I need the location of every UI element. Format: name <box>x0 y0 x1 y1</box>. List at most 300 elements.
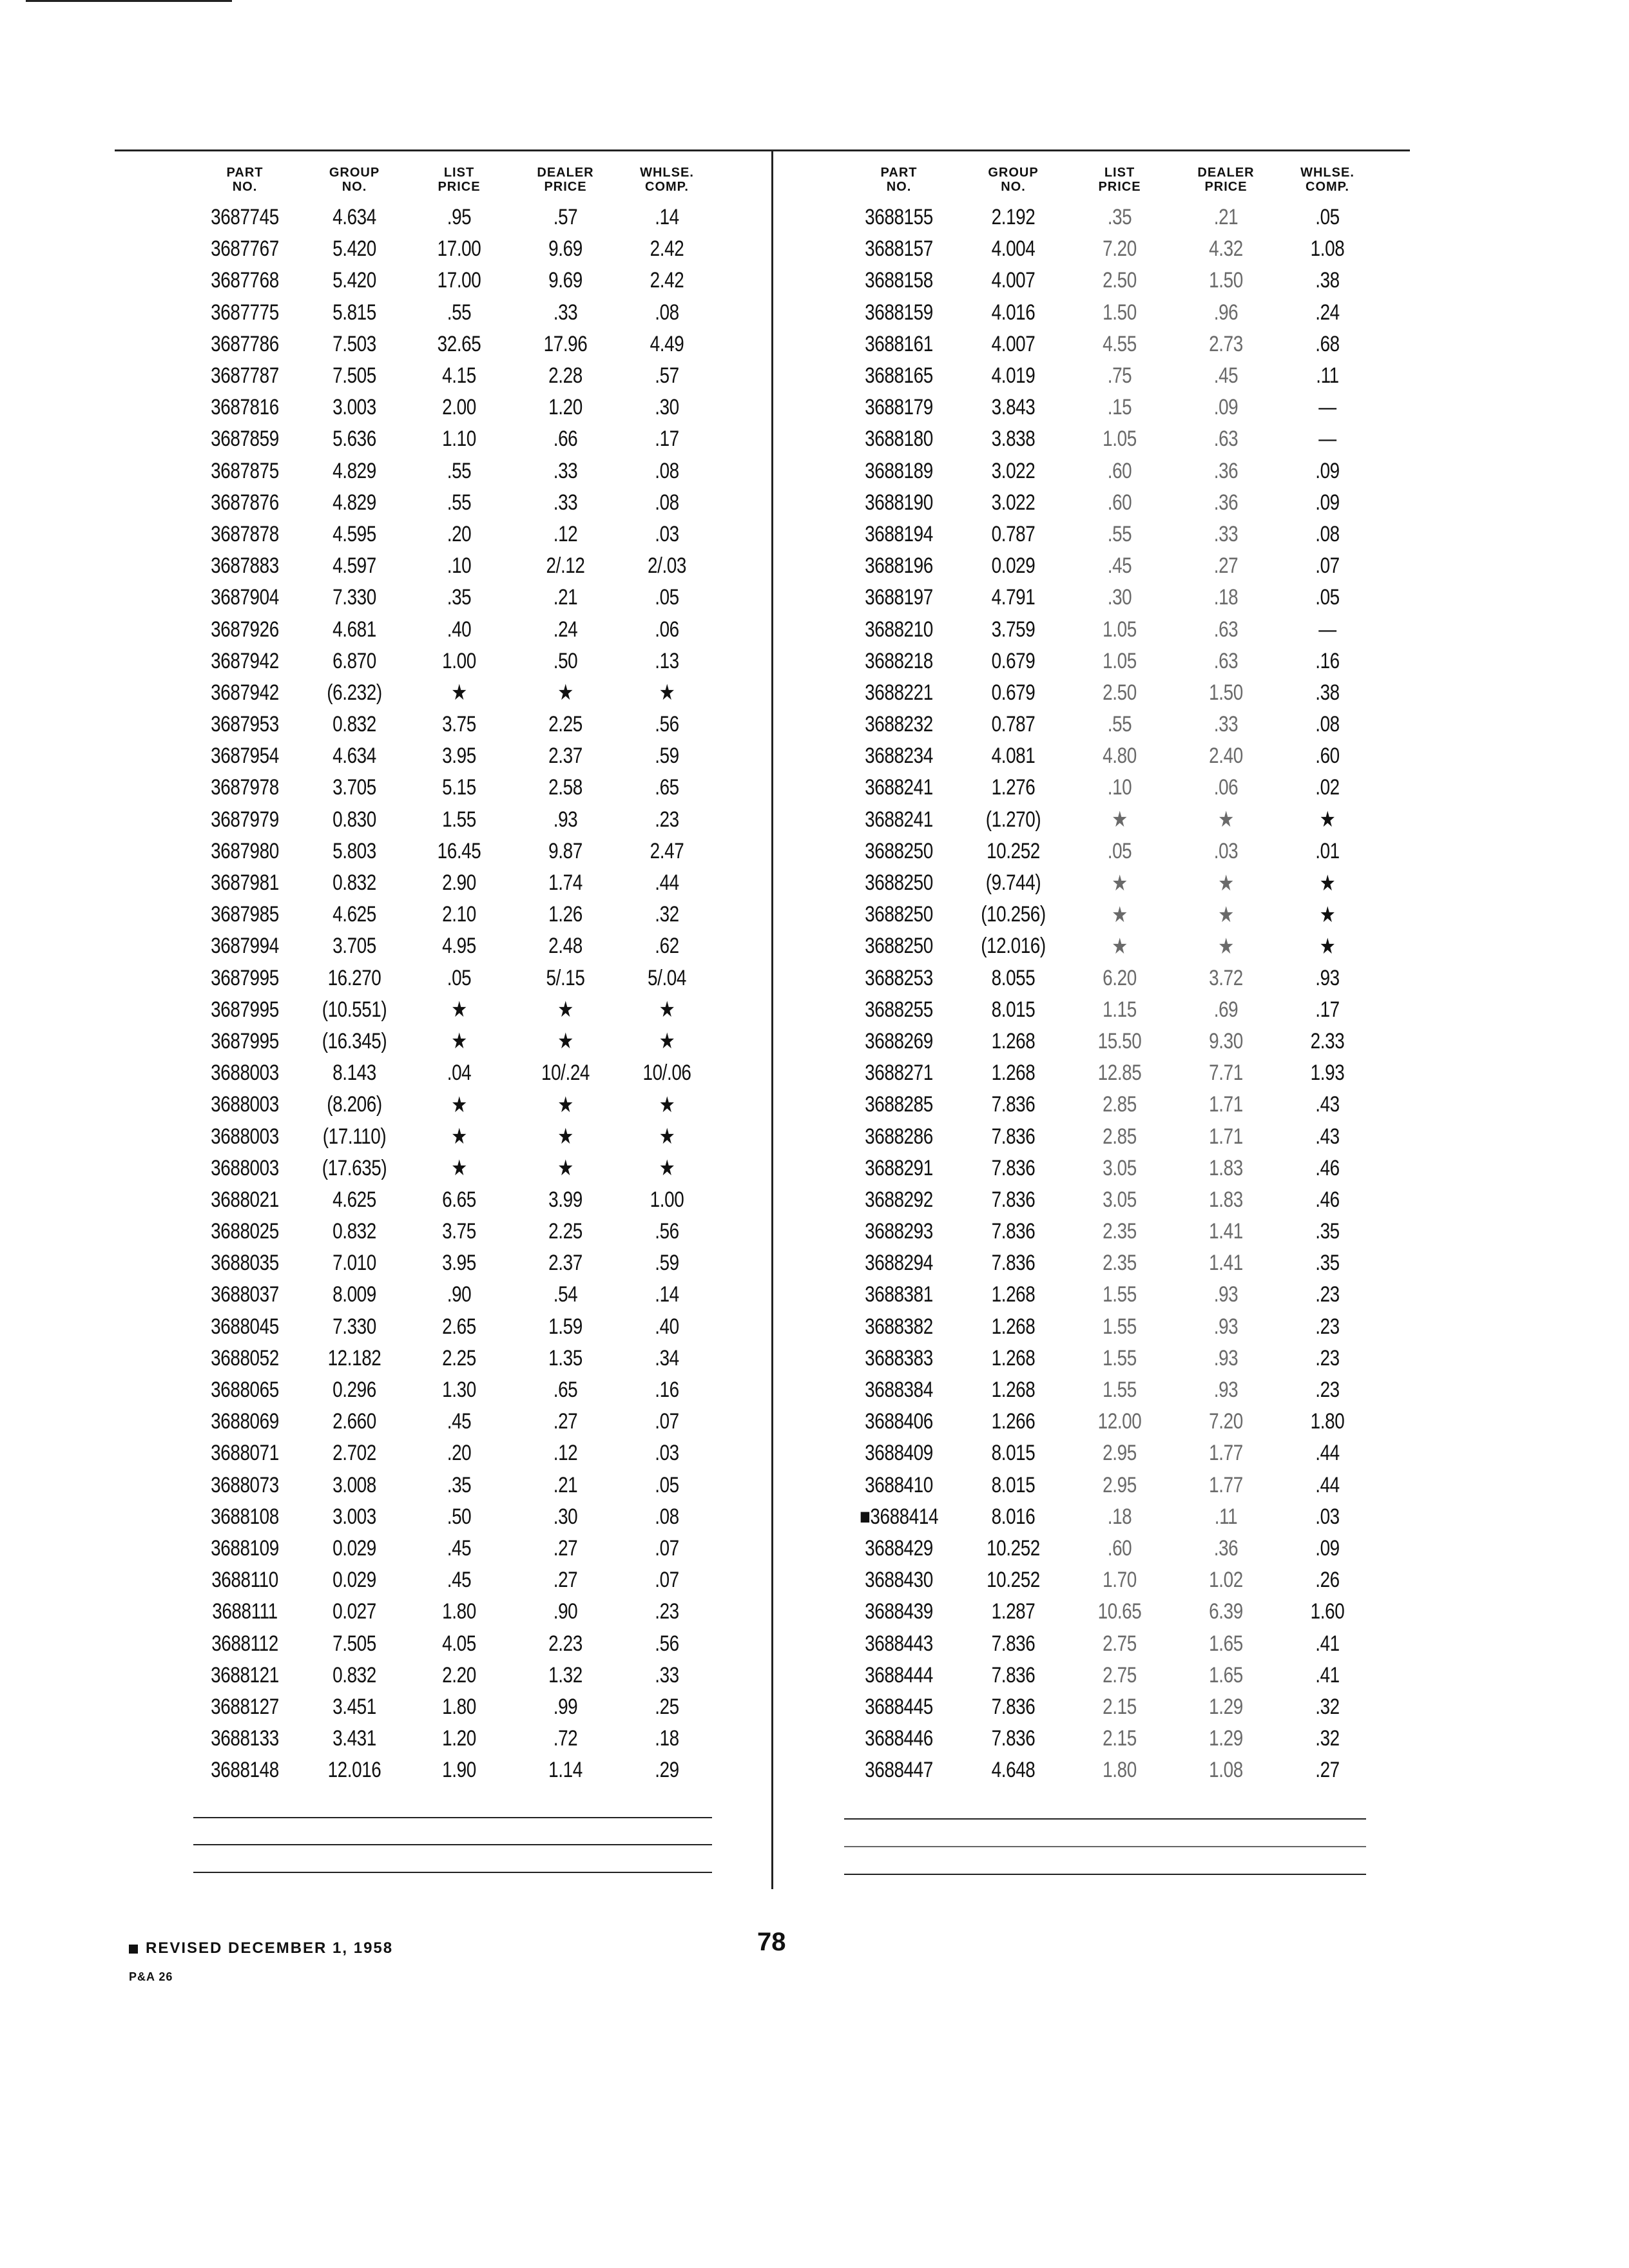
dealer-price-cell: 2.25 <box>548 712 583 737</box>
dealer-price-cell: 5/.15 <box>546 965 585 990</box>
dealer-price-header: DEALER PRICE <box>537 166 594 194</box>
whlse-comp-cell: .56 <box>655 712 679 737</box>
dealer-price-cell: 1.26 <box>548 902 583 927</box>
list-price-cell: 12.85 <box>1097 1061 1142 1086</box>
table-row <box>838 265 1379 296</box>
list-price-cell: 3.75 <box>442 712 476 737</box>
table-row <box>187 1723 715 1754</box>
whlse-comp-cell: 1.60 <box>1310 1599 1345 1624</box>
group-no-cell: (6.232) <box>327 680 382 705</box>
part-no-cell: 3688253 <box>865 965 933 990</box>
dealer-price-cell: .93 <box>553 807 578 832</box>
dealer-price-cell: .72 <box>553 1726 578 1751</box>
list-price-cell: .75 <box>1107 363 1132 389</box>
part-no-cell: 3688384 <box>865 1378 933 1403</box>
whlse-comp-cell: .17 <box>655 427 679 452</box>
whlse-comp-cell: .68 <box>1315 331 1340 356</box>
list-price-cell: .35 <box>447 1472 472 1497</box>
dealer-price-cell: 1.50 <box>1209 680 1243 705</box>
table-row <box>838 423 1379 455</box>
dealer-price-cell: 3.99 <box>548 1187 583 1212</box>
whlse-comp-cell: .08 <box>655 300 679 325</box>
group-no-cell: (10.551) <box>322 997 387 1022</box>
table-row <box>187 202 715 233</box>
table-row <box>187 1564 715 1596</box>
whlse-comp-cell: .60 <box>1315 744 1340 769</box>
part-no-cell: 3688269 <box>865 1028 933 1053</box>
list-price-cell: ★ <box>451 997 467 1023</box>
dealer-price-cell: .66 <box>553 427 578 452</box>
group-no-cell: (1.270) <box>985 807 1041 832</box>
group-no-cell: (16.345) <box>322 1028 387 1053</box>
part-no-cell: 3688159 <box>865 300 933 325</box>
dealer-price-cell: .90 <box>553 1599 578 1624</box>
group-no-cell: 4.634 <box>333 744 376 769</box>
table-row <box>187 1247 715 1279</box>
whlse-comp-cell: .43 <box>1315 1124 1340 1149</box>
dealer-price-cell: ★ <box>1218 902 1234 927</box>
list-price-cell: 1.05 <box>1103 648 1137 673</box>
dealer-price-cell: ★ <box>1218 934 1234 959</box>
list-price-cell: ★ <box>451 1124 467 1149</box>
dealer-price-cell: 4.32 <box>1209 236 1243 262</box>
part-no-cell: 3688292 <box>865 1187 933 1212</box>
group-no-cell: 5.815 <box>333 300 376 325</box>
list-price-cell: ★ <box>451 1156 467 1181</box>
right-bottom-rule-1 <box>844 1818 1366 1820</box>
whlse-comp-cell: .14 <box>655 205 679 230</box>
table-row <box>187 930 715 962</box>
part-no-cell: 3688271 <box>865 1061 933 1086</box>
group-no-cell: 4.016 <box>991 300 1036 325</box>
group-no-cell: 0.029 <box>333 1535 376 1561</box>
part-no-cell: 3688255 <box>865 997 933 1022</box>
table-row <box>838 1564 1379 1596</box>
group-no-cell: 7.505 <box>333 1631 376 1656</box>
dealer-price-cell: 1.83 <box>1209 1155 1243 1180</box>
group-no-cell: 7.836 <box>991 1251 1036 1276</box>
group-no-cell: (10.256) <box>981 902 1046 927</box>
list-price-cell: 1.55 <box>1103 1282 1137 1307</box>
list-price-cell: 2.75 <box>1103 1631 1137 1656</box>
list-price-cell: .60 <box>1107 458 1132 483</box>
whlse-comp-cell: .16 <box>655 1378 679 1403</box>
list-price-cell: ★ <box>1112 807 1128 832</box>
dealer-price-cell: 1.50 <box>1209 268 1243 293</box>
dealer-price-cell: 1.74 <box>548 870 583 896</box>
list-price-cell: 2.10 <box>442 902 476 927</box>
group-no-cell: 7.836 <box>991 1631 1036 1656</box>
whlse-comp-cell: 2.33 <box>1310 1028 1345 1053</box>
dealer-price-cell: 1.02 <box>1209 1568 1243 1593</box>
part-no-cell: 3688221 <box>865 680 933 705</box>
whlse-comp-cell: .44 <box>1315 1441 1340 1466</box>
whlse-comp-cell: .41 <box>1315 1662 1340 1687</box>
dealer-price-cell: 17.96 <box>543 331 588 356</box>
dealer-price-cell: 1.77 <box>1209 1472 1243 1497</box>
group-no-cell: 1.268 <box>991 1314 1036 1339</box>
dealer-price-cell: 2.25 <box>548 1219 583 1244</box>
part-no-cell: 3687786 <box>211 331 279 356</box>
group-no-cell: 0.832 <box>333 712 376 737</box>
part-no-cell: 3688232 <box>865 712 933 737</box>
list-price-cell: .04 <box>447 1061 472 1086</box>
list-price-cell: 1.50 <box>1103 300 1137 325</box>
whlse-comp-cell: .16 <box>1315 648 1340 673</box>
whlse-comp-cell: 10/.06 <box>642 1061 691 1086</box>
list-price-cell: 1.05 <box>1103 617 1137 642</box>
table-row <box>187 392 715 423</box>
whlse-comp-cell: 5/.04 <box>648 965 686 990</box>
list-price-cell: 15.50 <box>1097 1028 1142 1053</box>
group-no-cell: 7.010 <box>333 1251 376 1276</box>
part-no-cell: 3687942 <box>211 648 279 673</box>
part-no-cell: 3688133 <box>211 1726 279 1751</box>
group-no-cell: 3.451 <box>333 1694 376 1719</box>
table-row <box>187 994 715 1026</box>
dealer-price-cell: 6.39 <box>1209 1599 1243 1624</box>
group-no-cell: 0.679 <box>991 648 1036 673</box>
table-row <box>838 487 1379 519</box>
dealer-price-cell: 1.14 <box>548 1758 583 1783</box>
list-price-cell: 17.00 <box>437 268 481 293</box>
whlse-comp-cell: .01 <box>1315 838 1340 863</box>
table-row <box>187 297 715 329</box>
list-price-cell: 2.35 <box>1103 1251 1137 1276</box>
table-row <box>187 1026 715 1057</box>
list-price-cell: 2.95 <box>1103 1441 1137 1466</box>
list-price-cell: 4.55 <box>1103 331 1137 356</box>
part-no-cell: 3688241 <box>865 775 933 800</box>
table-row <box>838 1596 1379 1628</box>
table-row <box>187 1184 715 1216</box>
table-row <box>838 772 1379 803</box>
part-no-cell: 3687995 <box>211 1028 279 1053</box>
list-price-cell: 3.75 <box>442 1219 476 1244</box>
dealer-price-cell: 9.87 <box>548 838 583 863</box>
list-price-cell: 1.00 <box>442 648 476 673</box>
group-no-cell: 4.007 <box>991 331 1036 356</box>
dealer-price-cell: 1.41 <box>1209 1251 1243 1276</box>
group-no-cell: (17.110) <box>322 1124 387 1149</box>
group-no-cell: 7.836 <box>991 1092 1036 1117</box>
dealer-price-cell: 2.73 <box>1209 331 1243 356</box>
whlse-comp-cell: .23 <box>1315 1282 1340 1307</box>
part-no-cell: 3688409 <box>865 1441 933 1466</box>
dealer-price-cell: .21 <box>1213 205 1239 230</box>
list-price-cell: 2.50 <box>1103 268 1137 293</box>
list-price-cell: ★ <box>451 680 467 706</box>
dealer-price-cell: .21 <box>553 585 578 610</box>
list-price-cell: 1.55 <box>1103 1378 1137 1403</box>
list-price-cell: .15 <box>1107 395 1132 420</box>
whlse-comp-cell: .03 <box>655 1441 679 1466</box>
part-no-cell: 3688069 <box>211 1409 279 1434</box>
list-price-cell: 1.55 <box>1103 1314 1137 1339</box>
list-price-cell: .55 <box>447 300 472 325</box>
list-price-cell: 17.00 <box>437 236 481 262</box>
dealer-price-cell: .12 <box>553 521 578 546</box>
list-price-cell: 2.25 <box>442 1345 476 1370</box>
list-price-cell: 4.80 <box>1103 744 1137 769</box>
group-no-cell: 4.681 <box>333 617 376 642</box>
table-row <box>838 899 1379 930</box>
dealer-price-cell: .30 <box>553 1504 578 1529</box>
dealer-price-cell: .63 <box>1213 427 1239 452</box>
left-price-table <box>187 151 715 1786</box>
part-no-cell: 3687878 <box>211 521 279 546</box>
group-no-cell: 4.634 <box>333 205 376 230</box>
whlse-comp-cell: ★ <box>659 1124 675 1149</box>
group-no-cell: 4.625 <box>333 1187 376 1212</box>
group-no-cell: 0.832 <box>333 1662 376 1687</box>
whlse-comp-cell: .40 <box>655 1314 679 1339</box>
part-no-cell: 3687816 <box>211 395 279 420</box>
dealer-price-cell: .69 <box>1213 997 1239 1022</box>
dealer-price-cell: .96 <box>1213 300 1239 325</box>
table-row <box>187 1406 715 1437</box>
table-row <box>187 1533 715 1564</box>
dealer-price-cell: .54 <box>553 1282 578 1307</box>
dealer-price-cell: .27 <box>1213 553 1239 579</box>
whlse-comp-cell: .02 <box>1315 775 1340 800</box>
part-no-cell: 3688073 <box>211 1472 279 1497</box>
part-no-cell: 3688021 <box>211 1187 279 1212</box>
whlse-comp-cell: .08 <box>655 458 679 483</box>
whlse-comp-cell: — <box>1318 427 1336 452</box>
dealer-price-cell: .63 <box>1213 648 1239 673</box>
group-no-cell: 5.420 <box>333 268 376 293</box>
whlse-comp-cell: .08 <box>655 490 679 515</box>
dealer-price-cell: .57 <box>553 205 578 230</box>
dealer-price-cell: .99 <box>553 1694 578 1719</box>
group-no-cell: 7.836 <box>991 1124 1036 1149</box>
group-no-cell: 8.143 <box>333 1061 376 1086</box>
table-row <box>838 1216 1379 1247</box>
whlse-comp-cell: .38 <box>1315 680 1340 705</box>
right-bottom-rule-3 <box>844 1874 1366 1875</box>
list-price-cell: .50 <box>447 1504 472 1529</box>
table-row <box>838 1660 1379 1691</box>
whlse-comp-cell: .07 <box>655 1568 679 1593</box>
whlse-comp-cell: .09 <box>1315 458 1340 483</box>
table-row <box>838 1343 1379 1374</box>
table-row <box>187 1754 715 1786</box>
list-price-cell: 3.95 <box>442 744 476 769</box>
part-no-cell: 3687954 <box>211 744 279 769</box>
dealer-price-cell: 2.23 <box>548 1631 583 1656</box>
dealer-price-cell: 10/.24 <box>541 1061 590 1086</box>
part-no-cell: 3688180 <box>865 427 933 452</box>
part-no-cell: 3688110 <box>211 1568 278 1593</box>
whlse-comp-cell: .35 <box>1315 1219 1340 1244</box>
whlse-comp-cell: .27 <box>1315 1758 1340 1783</box>
group-no-cell: (17.635) <box>322 1155 387 1180</box>
list-price-cell: .10 <box>1107 775 1132 800</box>
part-no-cell: 3688443 <box>865 1631 933 1656</box>
dealer-price-cell: .93 <box>1213 1378 1239 1403</box>
whlse-comp-cell: 2/.03 <box>648 553 686 579</box>
whlse-comp-cell: 2.47 <box>650 838 684 863</box>
table-row <box>187 899 715 930</box>
table-row <box>838 1247 1379 1279</box>
group-no-cell: 5.420 <box>333 236 376 262</box>
group-no-cell: 0.787 <box>991 712 1036 737</box>
table-row <box>187 772 715 803</box>
table-row <box>838 1026 1379 1057</box>
list-price-cell: 12.00 <box>1097 1409 1142 1434</box>
group-no-cell: 1.276 <box>991 775 1036 800</box>
list-price-cell: .45 <box>447 1409 472 1434</box>
group-no-cell: 0.029 <box>991 553 1036 579</box>
list-price-cell: 1.80 <box>442 1694 476 1719</box>
table-row <box>838 1754 1379 1786</box>
list-price-cell: .40 <box>447 617 472 642</box>
whlse-comp-cell: 1.00 <box>650 1187 684 1212</box>
dealer-price-cell: .12 <box>553 1441 578 1466</box>
table-row <box>187 1628 715 1659</box>
left-bottom-rule-3 <box>193 1872 712 1873</box>
group-no-cell: 3.759 <box>991 617 1036 642</box>
dealer-price-cell: 1.35 <box>548 1345 583 1370</box>
table-row <box>187 709 715 740</box>
dealer-price-cell: .09 <box>1213 395 1239 420</box>
group-no-cell: (8.206) <box>327 1092 382 1117</box>
whlse-comp-cell: ★ <box>659 1092 675 1117</box>
whlse-comp-cell: .41 <box>1315 1631 1340 1656</box>
group-no-cell: 0.679 <box>991 680 1036 705</box>
list-price-cell: 4.05 <box>442 1631 476 1656</box>
part-no-cell: 3688003 <box>211 1124 279 1149</box>
list-price-cell: 3.95 <box>442 1251 476 1276</box>
group-no-cell: 5.636 <box>333 427 376 452</box>
revision-marker-square <box>129 1945 138 1954</box>
whlse-comp-cell: .23 <box>655 1599 679 1624</box>
dealer-price-cell: 2.37 <box>548 1251 583 1276</box>
whlse-comp-cell: ★ <box>1319 807 1336 832</box>
dealer-price-cell: 2/.12 <box>546 553 585 579</box>
group-no-cell: 4.007 <box>991 268 1036 293</box>
dealer-price-cell: .24 <box>553 617 578 642</box>
whlse-comp-cell: .07 <box>655 1535 679 1561</box>
table-row <box>838 1153 1379 1184</box>
dealer-price-cell: 1.65 <box>1209 1662 1243 1687</box>
dealer-price-cell: 1.77 <box>1209 1441 1243 1466</box>
table-row <box>187 677 715 709</box>
table-row <box>187 423 715 455</box>
list-price-cell: .35 <box>447 585 472 610</box>
part-no-cell: 3687883 <box>211 553 279 579</box>
dealer-price-cell: 1.32 <box>548 1662 583 1687</box>
table-row <box>838 1311 1379 1343</box>
part-no-cell: 3688037 <box>211 1282 279 1307</box>
part-no-cell: 3688148 <box>211 1758 279 1783</box>
whlse-comp-cell: ★ <box>659 1156 675 1181</box>
group-no-cell: 12.182 <box>327 1345 381 1370</box>
part-no-cell: 3688112 <box>211 1631 278 1656</box>
list-price-cell: 2.15 <box>1103 1726 1137 1751</box>
whlse-comp-cell: .32 <box>1315 1726 1340 1751</box>
table-row <box>838 1120 1379 1152</box>
part-no-cell: 3688157 <box>865 236 933 262</box>
group-no-cell: 4.829 <box>333 490 376 515</box>
group-no-header: GROUP NO. <box>329 166 380 194</box>
table-row <box>838 994 1379 1026</box>
group-no-cell: (9.744) <box>985 870 1041 896</box>
list-price-cell: 4.15 <box>442 363 476 389</box>
part-no-cell: 3688052 <box>211 1345 279 1370</box>
part-no-cell: 3688003 <box>211 1061 279 1086</box>
part-no-cell: 3688179 <box>865 395 933 420</box>
part-no-cell: 3688285 <box>865 1092 933 1117</box>
whlse-comp-cell: .09 <box>1315 490 1340 515</box>
whlse-comp-cell: 1.93 <box>1310 1061 1345 1086</box>
group-no-cell: 1.268 <box>991 1028 1036 1053</box>
whlse-comp-cell: .33 <box>655 1662 679 1687</box>
group-no-cell: 1.268 <box>991 1345 1036 1370</box>
list-price-cell: .30 <box>1107 585 1132 610</box>
table-row <box>187 1216 715 1247</box>
whlse-comp-cell: .23 <box>1315 1378 1340 1403</box>
group-no-cell: 3.022 <box>991 490 1036 515</box>
list-price-cell: 1.70 <box>1103 1568 1137 1593</box>
part-no-cell: 3688109 <box>211 1535 279 1561</box>
dealer-price-cell: .27 <box>553 1535 578 1561</box>
part-no-cell: 3687981 <box>211 870 279 896</box>
whlse-comp-cell: .34 <box>655 1345 679 1370</box>
table-row <box>838 392 1379 423</box>
list-price-cell: .35 <box>1107 205 1132 230</box>
list-price-cell: .95 <box>447 205 472 230</box>
whlse-comp-cell: .23 <box>655 807 679 832</box>
part-no-cell: 3687926 <box>211 617 279 642</box>
right-price-table <box>838 151 1379 1786</box>
table-row <box>838 1723 1379 1754</box>
list-price-cell: ★ <box>1112 934 1128 959</box>
right-bottom-rule-2 <box>844 1846 1366 1847</box>
whlse-comp-cell: .03 <box>655 521 679 546</box>
part-no-cell: 3688003 <box>211 1155 279 1180</box>
dealer-price-cell: .11 <box>1214 1504 1238 1529</box>
table-row <box>187 329 715 360</box>
dealer-price-cell: 1.65 <box>1209 1631 1243 1656</box>
table-row <box>838 1501 1379 1533</box>
table-row <box>187 1153 715 1184</box>
whlse-comp-cell: ★ <box>1319 934 1336 959</box>
left-bottom-rule-1 <box>193 1817 712 1818</box>
dealer-price-cell: 2.28 <box>548 363 583 389</box>
part-no-cell: 3688241 <box>865 807 933 832</box>
whlse-comp-cell: .08 <box>1315 712 1340 737</box>
group-no-cell: 1.268 <box>991 1282 1036 1307</box>
dealer-price-cell: .33 <box>553 490 578 515</box>
group-no-cell: 0.787 <box>991 521 1036 546</box>
table-row <box>187 963 715 994</box>
whlse-comp-cell: .05 <box>655 585 679 610</box>
whlse-comp-cell: .14 <box>655 1282 679 1307</box>
list-price-cell: ★ <box>451 1092 467 1117</box>
whlse-comp-cell: .23 <box>1315 1314 1340 1339</box>
revision-note <box>129 1939 393 1957</box>
part-no-cell: 3687745 <box>211 205 279 230</box>
dealer-price-cell: ★ <box>557 1092 574 1117</box>
list-price-cell: 2.20 <box>442 1662 476 1687</box>
table-row <box>187 1501 715 1533</box>
group-no-cell: 3.838 <box>991 427 1036 452</box>
dealer-price-cell: .93 <box>1213 1314 1239 1339</box>
table-row <box>187 456 715 487</box>
table-row <box>838 1089 1379 1120</box>
